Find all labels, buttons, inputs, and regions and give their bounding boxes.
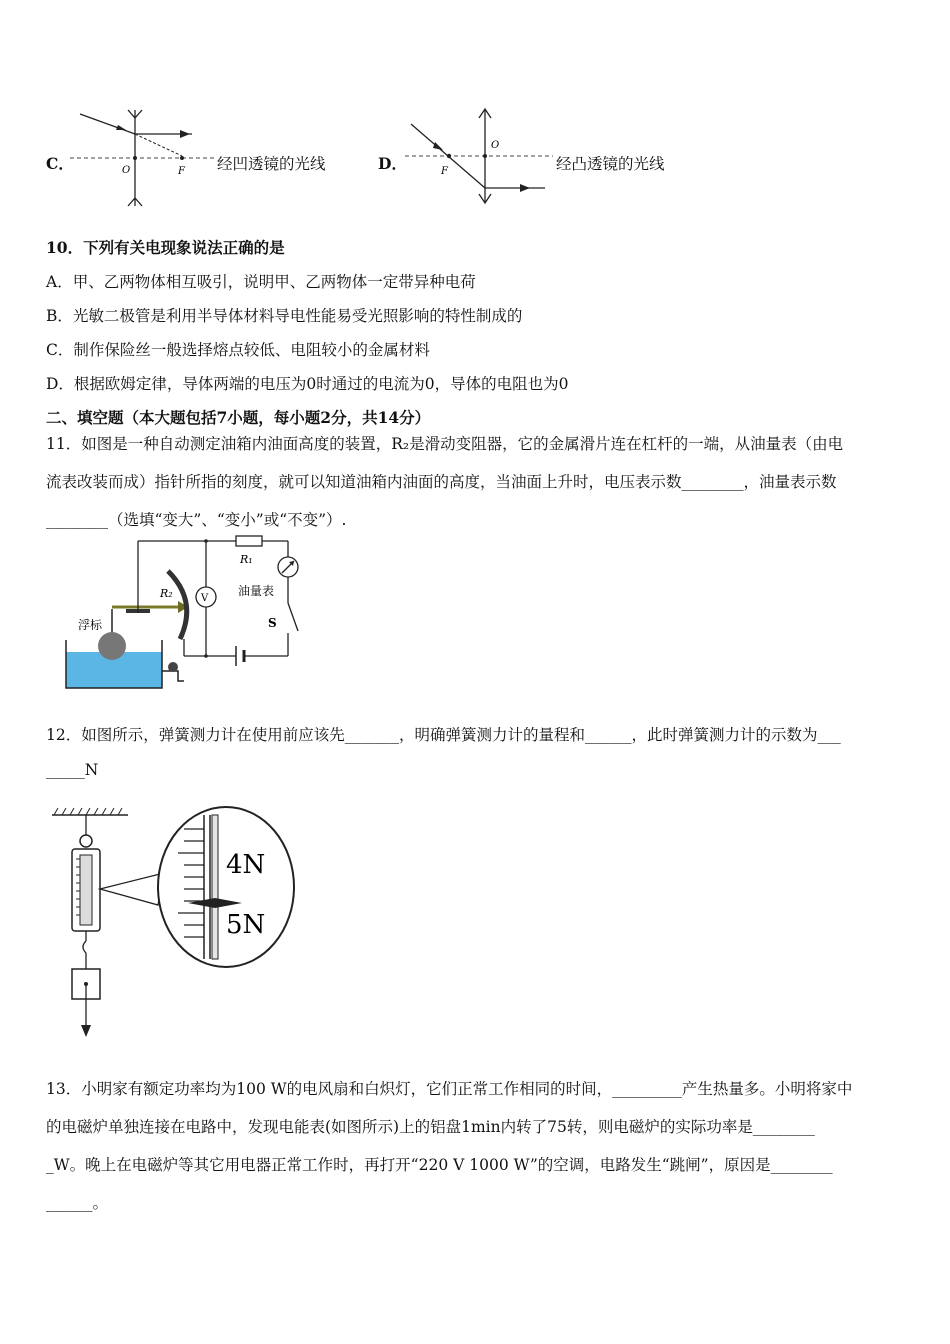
q12-line-1: 12．如图所示，弹簧测力计在使用前应该先_______，明确弹簧测力计的量程和______，此时弹簧测力计的示数为___ [46, 726, 841, 744]
oil-tank-circuit-diagram [60, 535, 310, 695]
convex-lens-diagram [405, 106, 555, 206]
q10-option-b: B．光敏二极管是利用半导体材料导电性能易受光照影响的特性制成的 [46, 307, 523, 325]
d-f-label: F [441, 166, 448, 177]
voltmeter-label: V [201, 593, 209, 604]
q10-option-d: D．根据欧姆定律，导体两端的电压为0时通过的电流为0，导体的电阻也为0 [46, 375, 569, 393]
spring-scale-diagram [46, 805, 286, 1050]
float-label: 浮标 [78, 618, 103, 632]
c-o-label: O [122, 165, 131, 176]
q13-line-3: _W。晚上在电磁炉等其它用电器正常工作时，再打开“220 V 1000 W”的空调，电路发生“跳闸”，原因是________ [46, 1156, 833, 1174]
section-2-heading: 二、填空题（本大题包括7小题，每小题2分，共14分） [46, 408, 431, 427]
option-d-caption: 经凸透镜的光线 [556, 155, 665, 173]
r2-label: R₂ [160, 587, 173, 600]
option-c-label: C． [46, 154, 74, 173]
oil-meter-label: 油量表 [238, 584, 275, 598]
q13-line-2: 的电磁炉单独连接在电路中，发现电能表(如图所示)上的铝盘1min内转了75转，则电磁炉的实际功率是________ [46, 1118, 815, 1136]
switch-s-label: S [268, 616, 277, 630]
q12-line-2: _____N [46, 761, 99, 779]
tick-5n: 5N [226, 910, 266, 940]
concave-lens-diagram [70, 108, 220, 208]
q10-stem: 10．下列有关电现象说法正确的是 [46, 238, 285, 257]
tick-4n: 4N [226, 850, 266, 880]
q11-line-3: ________（选填“变大”、“变小”或“不变”）. [46, 511, 347, 529]
q10-option-c: C．制作保险丝一般选择熔点较低、电阻较小的金属材料 [46, 341, 430, 359]
q11-line-1: 11．如图是一种自动测定油箱内油面高度的装置，R₂是滑动变阻器，它的金属滑片连在杠杆的一端，从油量表（由电 [46, 435, 844, 453]
q13-line-4: ______。 [46, 1194, 109, 1212]
q10-option-a: A．甲、乙两物体相互吸引，说明甲、乙两物体一定带异种电荷 [46, 273, 476, 291]
q13-line-1: 13．小明家有额定功率均为100 W的电风扇和白炽灯，它们正常工作相同的时间，_________产生热量多。小明将家中 [46, 1080, 853, 1098]
option-d-label: D． [378, 154, 407, 173]
r1-label: R₁ [240, 553, 253, 566]
q11-line-2: 流表改装而成）指针所指的刻度，就可以知道油箱内油面的高度，当油面上升时，电压表示数________，油量表示数 [46, 473, 837, 491]
c-f-label: F [178, 166, 185, 177]
option-c-caption: 经凹透镜的光线 [217, 155, 326, 173]
d-o-label: O [491, 140, 500, 151]
